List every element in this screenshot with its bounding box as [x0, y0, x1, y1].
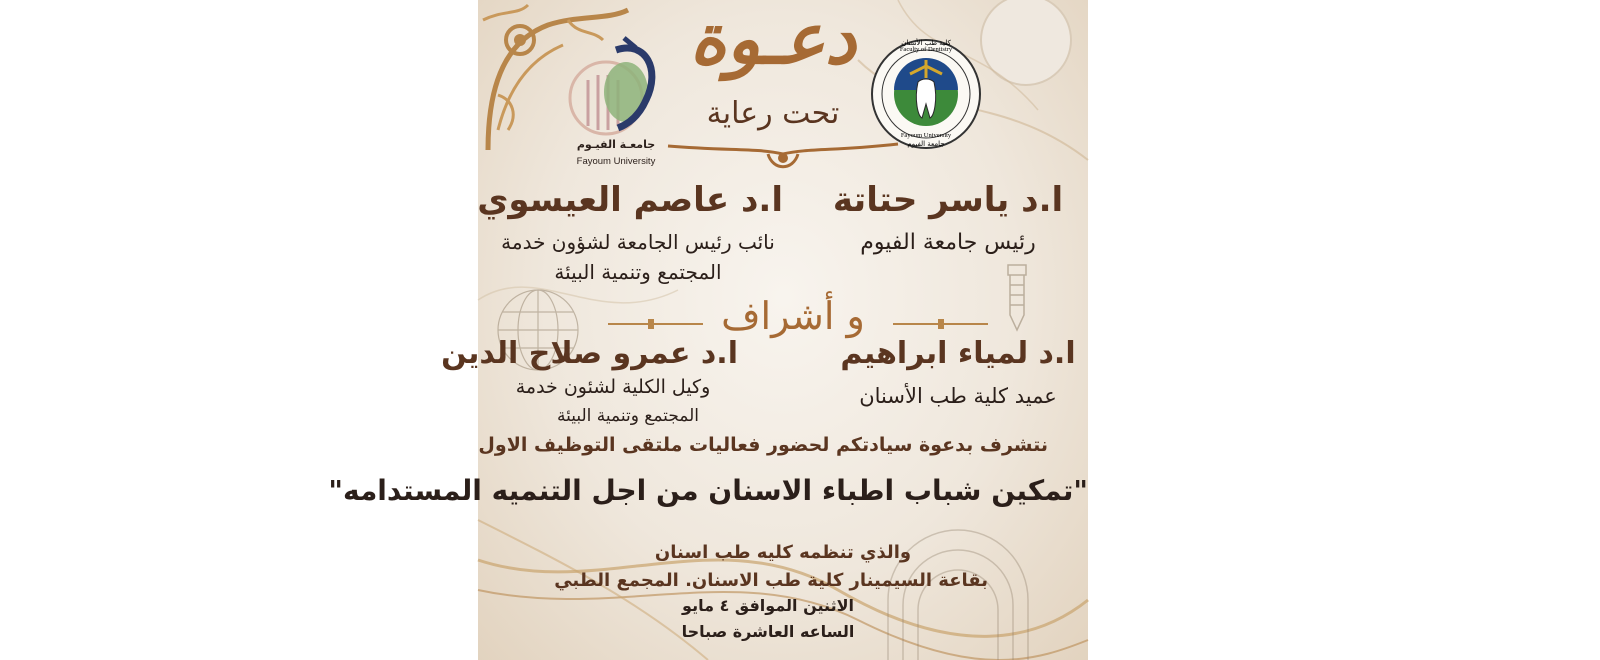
supervisor-2-role-line2: المجتمع وتنمية البيئة — [556, 406, 700, 426]
date-line: الاثنين الموافق ٤ مايو — [682, 596, 854, 615]
supervisor-1-name: ا.د لمياء ابراهيم — [840, 336, 1076, 371]
invitation-title: دعـوة — [689, 0, 857, 80]
invitation-poster — [328, 0, 1088, 660]
faculty-seal — [870, 38, 982, 150]
patron-2-name: ا.د عاصم العيسوي — [477, 180, 783, 220]
supervision-label: و أشراف — [721, 294, 865, 338]
seal-latin-top: Faculty of Dentistry — [899, 46, 953, 53]
dental-tools-illustration-icon — [998, 260, 1038, 340]
patron-1-name: ا.د ياسر حتاتة — [832, 180, 1064, 220]
seal-bottom-text: جامعة الفيوم — [907, 140, 945, 148]
divider-ornament-icon — [668, 136, 898, 176]
venue-line: بقاعة السيمينار كلية طب الاسنان. المجمع الطبي — [554, 570, 988, 591]
university-name-english: Fayoum University — [576, 156, 656, 167]
patron-2-role-line2: المجتمع وتنمية البيئة — [554, 260, 722, 284]
university-logo — [566, 30, 666, 170]
seal-top-text: كلية طب الأسنان — [901, 39, 951, 47]
supervisor-1-role: عميد كلية طب الأسنان — [859, 384, 1057, 408]
university-logo-icon — [566, 30, 666, 142]
supervisor-2-role-line1: وكيل الكلية لشئون خدمة — [515, 376, 711, 398]
invite-line: نتشرف بدعوة سيادتكم لحضور فعاليات ملتقى التوظيف الاول — [478, 434, 1048, 456]
organizer-line: والذي تنظمه كليه طب اسنان — [654, 542, 912, 563]
university-name-arabic: جامعـة الفيـوم — [576, 138, 656, 151]
seal-latin-bottom: Fayoum University — [900, 132, 952, 139]
patron-1-role: رئيس جامعة الفيوم — [860, 230, 1036, 255]
supervisor-2-name: ا.د عمرو صلاح الدين — [441, 336, 738, 371]
under-patronage-label: تحت رعاية — [706, 96, 840, 131]
patron-2-role-line1: نائب رئيس الجامعة لشؤون خدمة — [501, 230, 775, 254]
time-line: الساعه العاشرة صباحا — [681, 622, 855, 641]
event-headline: "تمكين شباب اطباء الاسنان من اجل التنميه المستدامه" — [328, 474, 1088, 507]
